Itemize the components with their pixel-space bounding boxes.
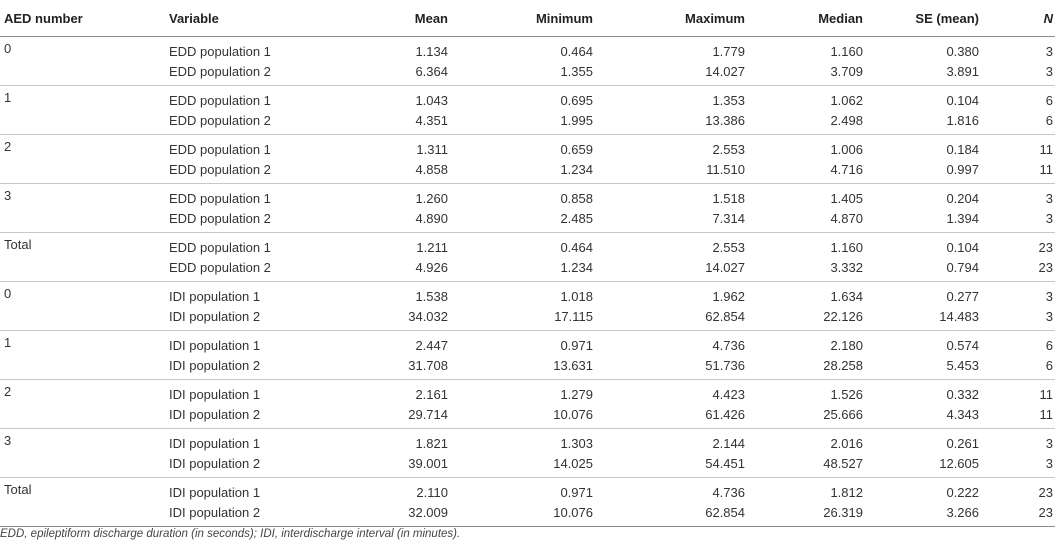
header-se-mean: SE (mean) <box>865 0 981 37</box>
cell-aed-number <box>0 306 165 331</box>
cell-maximum: 62.854 <box>595 502 747 527</box>
cell-mean: 1.538 <box>415 288 448 304</box>
header-aed-number: AED number <box>0 0 165 37</box>
cell-median: 1.812 <box>830 484 863 500</box>
cell-median: 48.527 <box>747 453 865 478</box>
cell-minimum: 0.464 <box>560 239 593 255</box>
cell-median: 2.180 <box>830 337 863 353</box>
cell-maximum: 61.426 <box>595 404 747 429</box>
cell-maximum: 4.736 <box>712 484 745 500</box>
table-row <box>0 404 1055 429</box>
cell-aed-number <box>0 355 165 380</box>
cell-n: 3 <box>981 208 1055 233</box>
cell-minimum: 0.659 <box>560 141 593 157</box>
table-row <box>0 453 1055 478</box>
table-row <box>0 355 1055 380</box>
cell-n: 6 <box>1045 92 1053 108</box>
cell-minimum: 0.464 <box>560 43 593 59</box>
cell-median: 25.666 <box>747 404 865 429</box>
header-median: Median <box>747 0 865 37</box>
cell-aed-number <box>0 502 165 527</box>
table-row <box>0 429 1055 454</box>
cell-maximum: 1.962 <box>712 288 745 304</box>
cell-median: 1.062 <box>830 92 863 108</box>
table-row <box>0 159 1055 184</box>
cell-n: 11 <box>1039 386 1053 402</box>
table-row <box>0 478 1055 503</box>
cell-minimum: 2.485 <box>450 208 595 233</box>
cell-se-mean: 1.816 <box>865 110 981 135</box>
cell-mean: 39.001 <box>308 453 450 478</box>
cell-minimum: 14.025 <box>450 453 595 478</box>
cell-mean: 32.009 <box>308 502 450 527</box>
cell-mean: 29.714 <box>308 404 450 429</box>
cell-mean: 1.134 <box>415 43 448 59</box>
cell-median: 1.526 <box>830 386 863 402</box>
cell-n: 11 <box>981 159 1055 184</box>
cell-median: 3.709 <box>747 61 865 86</box>
cell-maximum: 54.451 <box>595 453 747 478</box>
table-row <box>0 37 1055 62</box>
cell-mean: 1.043 <box>415 92 448 108</box>
cell-maximum: 1.779 <box>712 43 745 59</box>
cell-n: 11 <box>1039 141 1053 157</box>
cell-n: 6 <box>981 110 1055 135</box>
table-row <box>0 86 1055 111</box>
cell-mean: 2.447 <box>415 337 448 353</box>
cell-se-mean: 0.261 <box>946 435 979 451</box>
cell-aed-number: 2 <box>4 384 12 399</box>
cell-n: 23 <box>1038 239 1053 255</box>
cell-aed-number <box>0 453 165 478</box>
cell-mean: 1.311 <box>416 141 448 157</box>
cell-median: 1.405 <box>830 190 863 206</box>
cell-se-mean: 12.605 <box>865 453 981 478</box>
cell-variable: EDD population 1 <box>169 92 271 108</box>
table-row <box>0 257 1055 282</box>
cell-mean: 1.260 <box>415 190 448 206</box>
cell-se-mean: 0.332 <box>946 386 979 402</box>
cell-variable: EDD population 1 <box>169 141 271 157</box>
cell-aed-number <box>0 61 165 86</box>
cell-n: 3 <box>981 306 1055 331</box>
cell-maximum: 4.736 <box>712 337 745 353</box>
cell-aed-number: Total <box>4 482 32 497</box>
cell-mean: 4.890 <box>308 208 450 233</box>
cell-variable: EDD population 1 <box>169 239 271 255</box>
cell-minimum: 0.695 <box>560 92 593 108</box>
cell-mean: 4.926 <box>308 257 450 282</box>
table-row <box>0 61 1055 86</box>
cell-variable: EDD population 2 <box>165 61 308 86</box>
cell-maximum: 4.423 <box>712 386 745 402</box>
cell-median: 28.258 <box>747 355 865 380</box>
cell-se-mean: 1.394 <box>865 208 981 233</box>
cell-minimum: 1.234 <box>450 257 595 282</box>
cell-minimum: 10.076 <box>450 404 595 429</box>
cell-median: 2.498 <box>747 110 865 135</box>
cell-minimum: 1.234 <box>450 159 595 184</box>
table-body <box>0 37 1055 527</box>
cell-se-mean: 0.204 <box>946 190 979 206</box>
table-header <box>0 0 1055 37</box>
cell-variable: EDD population 2 <box>165 110 308 135</box>
header-n: N <box>981 0 1055 37</box>
cell-mean: 1.211 <box>416 239 448 255</box>
header-mean: Mean <box>308 0 450 37</box>
cell-variable: EDD population 1 <box>169 190 271 206</box>
cell-minimum: 0.971 <box>560 484 593 500</box>
cell-median: 1.160 <box>830 239 863 255</box>
cell-se-mean: 0.794 <box>865 257 981 282</box>
table-row <box>0 502 1055 527</box>
table-row <box>0 306 1055 331</box>
cell-median: 2.016 <box>830 435 863 451</box>
cell-variable: IDI population 1 <box>169 288 261 304</box>
cell-minimum: 1.303 <box>560 435 593 451</box>
table-row <box>0 282 1055 307</box>
cell-variable: IDI population 2 <box>165 453 308 478</box>
cell-n: 3 <box>1045 288 1053 304</box>
header-maximum: Maximum <box>595 0 747 37</box>
table-row <box>0 184 1055 209</box>
cell-minimum: 0.971 <box>560 337 593 353</box>
cell-mean: 2.110 <box>416 484 448 500</box>
cell-n: 3 <box>981 61 1055 86</box>
cell-variable: IDI population 2 <box>165 306 308 331</box>
cell-maximum: 13.386 <box>595 110 747 135</box>
cell-se-mean: 14.483 <box>865 306 981 331</box>
cell-se-mean: 0.104 <box>946 92 979 108</box>
cell-median: 4.716 <box>747 159 865 184</box>
cell-mean: 4.858 <box>308 159 450 184</box>
header-variable: Variable <box>165 0 308 37</box>
cell-se-mean: 0.184 <box>946 141 979 157</box>
cell-se-mean: 3.891 <box>865 61 981 86</box>
cell-median: 26.319 <box>747 502 865 527</box>
cell-variable: IDI population 1 <box>169 484 261 500</box>
cell-maximum: 1.518 <box>712 190 745 206</box>
cell-minimum: 0.858 <box>560 190 593 206</box>
cell-se-mean: 0.380 <box>946 43 979 59</box>
cell-se-mean: 3.266 <box>865 502 981 527</box>
cell-median: 4.870 <box>747 208 865 233</box>
cell-variable: EDD population 2 <box>165 257 308 282</box>
cell-variable: IDI population 2 <box>165 404 308 429</box>
cell-aed-number <box>0 208 165 233</box>
table-row <box>0 331 1055 356</box>
cell-maximum: 11.510 <box>595 159 747 184</box>
cell-median: 1.006 <box>830 141 863 157</box>
cell-aed-number <box>0 404 165 429</box>
cell-minimum: 1.995 <box>450 110 595 135</box>
cell-mean: 2.161 <box>415 386 448 402</box>
cell-se-mean: 4.343 <box>865 404 981 429</box>
cell-mean: 4.351 <box>308 110 450 135</box>
cell-n: 23 <box>1038 484 1053 500</box>
cell-mean: 1.821 <box>415 435 448 451</box>
cell-se-mean: 0.574 <box>946 337 979 353</box>
cell-median: 1.634 <box>830 288 863 304</box>
cell-aed-number: 0 <box>4 286 12 301</box>
table-row <box>0 208 1055 233</box>
cell-n: 6 <box>981 355 1055 380</box>
cell-se-mean: 0.104 <box>946 239 979 255</box>
cell-minimum: 1.018 <box>560 288 593 304</box>
cell-n: 23 <box>981 257 1055 282</box>
cell-variable: IDI population 1 <box>169 337 261 353</box>
cell-n: 11 <box>981 404 1055 429</box>
cell-maximum: 1.353 <box>712 92 745 108</box>
header-minimum: Minimum <box>450 0 595 37</box>
cell-aed-number <box>0 257 165 282</box>
cell-mean: 34.032 <box>308 306 450 331</box>
cell-aed-number: 1 <box>4 335 12 350</box>
cell-median: 22.126 <box>747 306 865 331</box>
cell-variable: EDD population 2 <box>165 159 308 184</box>
table-row <box>0 233 1055 258</box>
cell-maximum: 2.144 <box>712 435 745 451</box>
cell-minimum: 17.115 <box>450 306 595 331</box>
cell-n: 3 <box>981 453 1055 478</box>
cell-variable: IDI population 2 <box>165 502 308 527</box>
cell-minimum: 1.279 <box>560 386 593 402</box>
cell-n: 3 <box>1045 190 1053 206</box>
cell-aed-number <box>0 110 165 135</box>
cell-variable: IDI population 2 <box>165 355 308 380</box>
table-footnote: EDD, epileptiform discharge duration (in seconds); IDI, interdischarge interval (in minutes). <box>0 528 461 540</box>
cell-variable: IDI population 1 <box>169 435 261 451</box>
header-row <box>0 0 1055 37</box>
table-row <box>0 110 1055 135</box>
cell-aed-number: Total <box>4 237 32 252</box>
cell-aed-number: 0 <box>4 41 12 56</box>
cell-n: 3 <box>1045 43 1053 59</box>
cell-se-mean: 5.453 <box>865 355 981 380</box>
cell-variable: EDD population 2 <box>165 208 308 233</box>
cell-maximum: 14.027 <box>595 61 747 86</box>
cell-se-mean: 0.277 <box>946 288 979 304</box>
cell-maximum: 62.854 <box>595 306 747 331</box>
cell-minimum: 10.076 <box>450 502 595 527</box>
cell-mean: 31.708 <box>308 355 450 380</box>
cell-maximum: 2.553 <box>712 141 745 157</box>
table-row <box>0 380 1055 405</box>
cell-maximum: 2.553 <box>712 239 745 255</box>
cell-n: 3 <box>1045 435 1053 451</box>
cell-aed-number: 2 <box>4 139 12 154</box>
cell-minimum: 13.631 <box>450 355 595 380</box>
cell-aed-number <box>0 159 165 184</box>
cell-median: 1.160 <box>830 43 863 59</box>
cell-minimum: 1.355 <box>450 61 595 86</box>
cell-maximum: 7.314 <box>595 208 747 233</box>
cell-aed-number: 3 <box>4 188 12 203</box>
cell-mean: 6.364 <box>308 61 450 86</box>
cell-aed-number: 1 <box>4 90 12 105</box>
cell-variable: EDD population 1 <box>169 43 271 59</box>
cell-maximum: 51.736 <box>595 355 747 380</box>
cell-maximum: 14.027 <box>595 257 747 282</box>
cell-n: 23 <box>981 502 1055 527</box>
table-row <box>0 135 1055 160</box>
cell-se-mean: 0.997 <box>865 159 981 184</box>
cell-median: 3.332 <box>747 257 865 282</box>
cell-se-mean: 0.222 <box>946 484 979 500</box>
cell-variable: IDI population 1 <box>169 386 261 402</box>
cell-n: 6 <box>1045 337 1053 353</box>
cell-aed-number: 3 <box>4 433 12 448</box>
